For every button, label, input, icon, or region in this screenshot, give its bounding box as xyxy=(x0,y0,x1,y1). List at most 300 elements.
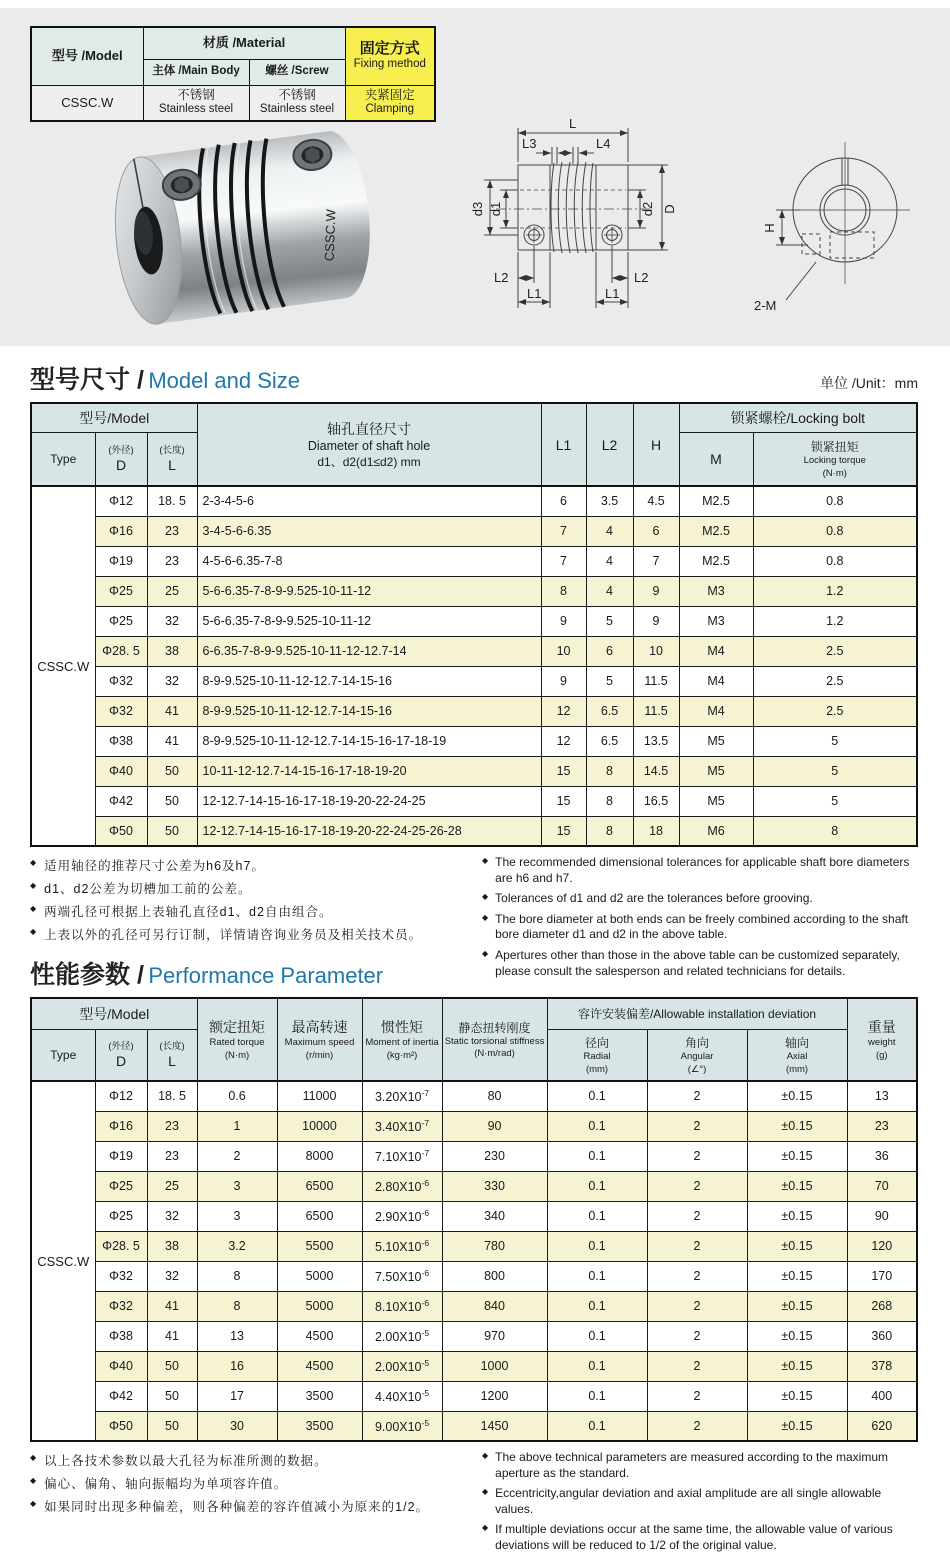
dim-label-H: H xyxy=(762,223,777,233)
table-cell: M5 xyxy=(679,756,753,786)
table-cell: 3 xyxy=(197,1201,277,1231)
table-cell: 10000 xyxy=(277,1111,362,1141)
table-cell: ±0.15 xyxy=(747,1351,847,1381)
note-item xyxy=(482,855,920,886)
table-cell: 12 xyxy=(541,696,586,726)
table-cell: 50 xyxy=(147,756,197,786)
table-row xyxy=(31,1171,917,1201)
note-text: The above technical parameters are measured according to the maximum aperture as the standard. xyxy=(495,1450,889,1480)
m-header: M xyxy=(679,433,753,487)
table-cell: 4500 xyxy=(277,1351,362,1381)
note-item xyxy=(482,1522,920,1553)
table-cell: 23 xyxy=(147,516,197,546)
table-row xyxy=(31,1231,917,1261)
table-row xyxy=(31,546,917,576)
table-cell: 400 xyxy=(847,1381,917,1411)
table-cell: 0.1 xyxy=(547,1201,647,1231)
unit-label: 单位 /Unit：mm xyxy=(820,375,918,391)
table-cell: 9 xyxy=(633,576,679,606)
dim-label-d3: d3 xyxy=(470,201,485,217)
table-cell: Φ40 xyxy=(95,756,147,786)
table-row xyxy=(31,786,917,816)
table-cell: 41 xyxy=(147,696,197,726)
perf-notes-zh xyxy=(30,1450,468,1519)
table-cell: 120 xyxy=(847,1231,917,1261)
type-cell: CSSC.W xyxy=(31,486,95,846)
table-cell: 2 xyxy=(647,1321,747,1351)
table-cell: 32 xyxy=(147,666,197,696)
note-text: The bore diameter at both ends can be freely combined according to the shaft bore diameter d1 and d2 in the above table. xyxy=(495,911,909,942)
table-cell: 2 xyxy=(647,1111,747,1141)
table-row xyxy=(31,606,917,636)
table-cell: Φ12 xyxy=(95,486,147,516)
table-cell: 10-11-12-12.7-14-15-16-17-18-19-20 xyxy=(197,756,541,786)
table-cell: 0.8 xyxy=(753,486,917,516)
table-cell: 2 xyxy=(197,1141,277,1171)
table-cell: 4.5 xyxy=(633,486,679,516)
table-row xyxy=(31,1351,917,1381)
diamond-bullet-icon: ◆ xyxy=(30,1476,38,1486)
table-cell: ±0.15 xyxy=(747,1231,847,1261)
table-cell: 620 xyxy=(847,1411,917,1441)
table-cell: M2.5 xyxy=(679,546,753,576)
table-cell: 5-6-6.35-7-8-9-9.525-10-11-12 xyxy=(197,606,541,636)
table-row xyxy=(31,1111,917,1141)
table-cell: 6 xyxy=(586,636,633,666)
axial-header: 轴向 Axial (mm) xyxy=(747,1030,847,1082)
table-row xyxy=(31,1201,917,1231)
table-cell: 0.1 xyxy=(547,1261,647,1291)
table-cell: 90 xyxy=(847,1201,917,1231)
table-cell: 41 xyxy=(147,1321,197,1351)
table-cell: 90 xyxy=(442,1111,547,1141)
table-cell: 0.6 xyxy=(197,1081,277,1111)
table-cell: 2 xyxy=(647,1291,747,1321)
table-cell: 8-9-9.525-10-11-12-12.7-14-15-16 xyxy=(197,696,541,726)
note-item xyxy=(482,912,920,943)
type-header: Type xyxy=(31,433,95,487)
table-cell: $2.90X10^{-6}$ xyxy=(362,1201,442,1231)
table-cell: 268 xyxy=(847,1291,917,1321)
inertia-header: 惯性矩 Moment of inertia (kg·m²) xyxy=(362,998,442,1081)
table-cell: 8 xyxy=(197,1291,277,1321)
note-item xyxy=(30,1473,468,1496)
main-body-en: Stainless steel xyxy=(158,103,234,116)
table-cell: 0.1 xyxy=(547,1351,647,1381)
table-cell: ±0.15 xyxy=(747,1141,847,1171)
table-cell: 230 xyxy=(442,1141,547,1171)
size-section-title xyxy=(30,360,300,396)
table-cell: 18. 5 xyxy=(147,486,197,516)
table-cell: 0.8 xyxy=(753,546,917,576)
table-cell: 50 xyxy=(147,816,197,846)
dim-label-L1-left: L1 xyxy=(527,286,542,301)
fixing-method-header-cell xyxy=(345,27,435,85)
table-row xyxy=(31,816,917,846)
table-cell: Φ50 xyxy=(95,1411,147,1441)
model-group-header: 型号/Model xyxy=(31,998,197,1030)
fixing-header-en: Fixing method xyxy=(353,58,426,71)
perf-title-en: Performance Parameter xyxy=(148,963,384,988)
note-item xyxy=(30,1450,468,1473)
table-cell: ±0.15 xyxy=(747,1291,847,1321)
table-cell: 16.5 xyxy=(633,786,679,816)
table-cell: M5 xyxy=(679,786,753,816)
note-text: The recommended dimensional tolerances for applicable shaft bore diameters are h6 and h7. xyxy=(495,855,910,885)
table-cell: M5 xyxy=(679,726,753,756)
size-title-zh: 型号尺寸 / xyxy=(30,366,144,394)
table-cell: 12-12.7-14-15-16-17-18-19-20-22-24-25-26-28 xyxy=(197,816,541,846)
note-text: 上表以外的孔径可另行订制，详情请咨询业务员及相关技术员。 xyxy=(44,928,423,943)
table-cell: 4 xyxy=(586,546,633,576)
diamond-bullet-icon: ◆ xyxy=(482,892,489,902)
size-title-en: Model and Size xyxy=(148,368,301,393)
table-cell: 8 xyxy=(586,816,633,846)
l2-header: L2 xyxy=(586,403,633,486)
table-cell: 5 xyxy=(753,786,917,816)
table-cell: 1.2 xyxy=(753,606,917,636)
table-cell: 2 xyxy=(647,1231,747,1261)
deviation-group-header: 容许安装偏差/Allowable installation deviation xyxy=(547,998,847,1030)
table-cell: 6 xyxy=(633,516,679,546)
table-cell: 70 xyxy=(847,1171,917,1201)
table-cell: Φ50 xyxy=(95,816,147,846)
table-cell: 2.5 xyxy=(753,666,917,696)
dim-label-L2-right: L2 xyxy=(634,270,649,285)
diamond-bullet-icon: ◆ xyxy=(482,948,489,958)
table-cell: 9 xyxy=(633,606,679,636)
table-cell: 1200 xyxy=(442,1381,547,1411)
table-cell: 340 xyxy=(442,1201,547,1231)
table-cell: 2 xyxy=(647,1201,747,1231)
dim-label-L: L xyxy=(569,116,577,131)
dim-label-d2: d2 xyxy=(640,201,655,217)
table-cell: 6.5 xyxy=(586,696,633,726)
l-header: (长度) L xyxy=(147,433,197,487)
engraved-marking: CSSC.W xyxy=(321,208,339,262)
table-cell: 2 xyxy=(647,1141,747,1171)
diamond-bullet-icon: ◆ xyxy=(30,1453,38,1462)
table-row xyxy=(31,516,917,546)
table-cell: 6-6.35-7-8-9-9.525-10-11-12-12.7-14 xyxy=(197,636,541,666)
table-cell: 3500 xyxy=(277,1411,362,1441)
table-cell: 9 xyxy=(541,606,586,636)
table-cell: 30 xyxy=(197,1411,277,1441)
table-cell: ±0.15 xyxy=(747,1381,847,1411)
note-item xyxy=(30,878,468,901)
table-row xyxy=(31,756,917,786)
main-body-header-cell: 主体 /Main Body xyxy=(143,59,249,85)
table-cell: 50 xyxy=(147,1381,197,1411)
table-cell: M6 xyxy=(679,816,753,846)
screw-zh: 不锈钢 xyxy=(278,88,316,103)
table-cell: 0.1 xyxy=(547,1111,647,1141)
table-cell: 330 xyxy=(442,1171,547,1201)
table-cell: 2.5 xyxy=(753,696,917,726)
table-cell: 8 xyxy=(586,756,633,786)
table-cell: ±0.15 xyxy=(747,1321,847,1351)
table-cell: Φ38 xyxy=(95,726,147,756)
table-cell: 360 xyxy=(847,1321,917,1351)
note-text: 如果同时出现多种偏差，则各种偏差的容许值减小为原来的1/2。 xyxy=(44,1500,430,1515)
table-cell: Φ25 xyxy=(95,1201,147,1231)
table-cell: Φ25 xyxy=(95,1171,147,1201)
table-cell: 5000 xyxy=(277,1261,362,1291)
dim-label-D: D xyxy=(662,204,677,214)
table-cell: Φ25 xyxy=(95,606,147,636)
radial-header: 径向 Radial (mm) xyxy=(547,1030,647,1082)
table-cell: $9.00X10^{-5}$ xyxy=(362,1411,442,1441)
table-cell: 36 xyxy=(847,1141,917,1171)
table-cell: 2 xyxy=(647,1351,747,1381)
diamond-bullet-icon: ◆ xyxy=(30,858,38,867)
table-cell: 12 xyxy=(541,726,586,756)
main-body-zh: 不锈钢 xyxy=(177,88,215,103)
table-cell: 0.1 xyxy=(547,1291,647,1321)
table-cell: 6500 xyxy=(277,1171,362,1201)
table-cell: 970 xyxy=(442,1321,547,1351)
table-row xyxy=(31,1321,917,1351)
weight-header: 重量 weight (g) xyxy=(847,998,917,1081)
table-cell: 5 xyxy=(753,756,917,786)
diamond-bullet-icon: ◆ xyxy=(30,904,38,914)
table-cell: 32 xyxy=(147,1261,197,1291)
table-cell: 32 xyxy=(147,1201,197,1231)
table-cell: 4 xyxy=(586,516,633,546)
table-cell: 2 xyxy=(647,1261,747,1291)
table-cell: 1.2 xyxy=(753,576,917,606)
table-cell: $8.10X10^{-6}$ xyxy=(362,1291,442,1321)
table-cell: Φ12 xyxy=(95,1081,147,1111)
table-cell: 25 xyxy=(147,1171,197,1201)
angular-header: 角向 Angular (∠°) xyxy=(647,1030,747,1082)
table-cell: ±0.15 xyxy=(747,1171,847,1201)
diamond-bullet-icon: ◆ xyxy=(30,881,38,891)
d-header: (外径) D xyxy=(95,433,147,487)
table-cell: 8000 xyxy=(277,1141,362,1171)
diameter-header: 轴孔直径尺寸 Diameter of shaft hole d1、d2(d1≤d2) mm xyxy=(197,403,541,486)
table-row xyxy=(31,1411,917,1441)
fixing-en: Clamping xyxy=(365,103,415,116)
table-cell: M3 xyxy=(679,576,753,606)
table-cell: 25 xyxy=(147,576,197,606)
table-cell: 4500 xyxy=(277,1321,362,1351)
table-cell: 5-6-6.35-7-8-9-9.525-10-11-12 xyxy=(197,576,541,606)
table-cell: 5 xyxy=(586,666,633,696)
table-cell: Φ42 xyxy=(95,1381,147,1411)
dim-label-L4: L4 xyxy=(596,136,611,151)
table-cell: 378 xyxy=(847,1351,917,1381)
table-cell: ±0.15 xyxy=(747,1261,847,1291)
note-text: 两端孔径可根据上表轴孔直径d1、d2自由组合。 xyxy=(44,905,333,920)
note-text: 以上各技术参数以最大孔径为标准所测的数据。 xyxy=(44,1454,328,1468)
table-cell: M4 xyxy=(679,636,753,666)
table-cell: 15 xyxy=(541,756,586,786)
fixing-header-zh: 固定方式 xyxy=(359,40,420,58)
h-header: H xyxy=(633,403,679,486)
table-cell: 13 xyxy=(197,1321,277,1351)
table-cell: 8 xyxy=(753,816,917,846)
table-cell: 11.5 xyxy=(633,696,679,726)
table-cell: 3.5 xyxy=(586,486,633,516)
spec-table xyxy=(30,26,436,122)
note-item xyxy=(482,1450,920,1481)
table-cell: Φ19 xyxy=(95,1141,147,1171)
size-notes-zh xyxy=(30,855,468,948)
type-header: Type xyxy=(31,1030,95,1082)
table-cell: 8 xyxy=(541,576,586,606)
note-text: Tolerances of d1 and d2 are the tolerances before grooving. xyxy=(495,891,813,906)
table-cell: 7 xyxy=(541,516,586,546)
table-cell: $2.00X10^{-5}$ xyxy=(362,1351,442,1381)
size-section-header xyxy=(30,346,918,396)
model-group-header: 型号/Model xyxy=(31,403,197,433)
table-cell: 13 xyxy=(847,1081,917,1111)
model-header-cell: 型号 /Model xyxy=(31,27,143,85)
note-item xyxy=(482,1486,920,1517)
table-cell: 12-12.7-14-15-16-17-18-19-20-22-24-25 xyxy=(197,786,541,816)
table-cell: $7.10X10^{-7}$ xyxy=(362,1141,442,1171)
note-text: Apertures other than those in the above table can be customized separately, please consult the salesperson and related technicians for details. xyxy=(495,947,900,978)
note-item xyxy=(30,855,468,878)
table-cell: 2.5 xyxy=(753,636,917,666)
table-cell: 2 xyxy=(647,1411,747,1441)
table-cell: 2 xyxy=(647,1171,747,1201)
material-header-cell: 材质 /Material xyxy=(143,27,345,59)
table-cell: $2.00X10^{-5}$ xyxy=(362,1321,442,1351)
table-cell: 23 xyxy=(147,1111,197,1141)
diamond-bullet-icon: ◆ xyxy=(30,1499,38,1509)
table-cell: 8-9-9.525-10-11-12-12.7-14-15-16 xyxy=(197,666,541,696)
table-cell: 23 xyxy=(147,1141,197,1171)
table-cell: 80 xyxy=(442,1081,547,1111)
table-cell: 0.8 xyxy=(753,516,917,546)
diamond-bullet-icon: ◆ xyxy=(30,927,38,937)
locking-bolt-group-header: 锁紧螺栓/Locking bolt xyxy=(679,403,917,433)
table-cell: 1450 xyxy=(442,1411,547,1441)
diamond-bullet-icon: ◆ xyxy=(482,912,489,922)
table-cell: M2.5 xyxy=(679,516,753,546)
table-cell: 17 xyxy=(197,1381,277,1411)
max-speed-header: 最高转速 Maximum speed (r/min) xyxy=(277,998,362,1081)
diamond-bullet-icon: ◆ xyxy=(482,856,489,865)
screw-header-cell: 螺丝 /Screw xyxy=(249,59,345,85)
l1-header: L1 xyxy=(541,403,586,486)
perf-section-title xyxy=(30,955,383,991)
table-cell: 13.5 xyxy=(633,726,679,756)
table-row xyxy=(31,726,917,756)
table-cell: 50 xyxy=(147,786,197,816)
size-table xyxy=(30,402,918,847)
table-row xyxy=(31,1381,917,1411)
table-cell: 38 xyxy=(147,636,197,666)
table-cell: 18 xyxy=(633,816,679,846)
perf-section-header xyxy=(30,945,918,991)
note-text: If multiple deviations occur at the same time, the allowable value of various deviations will be reduced to 1/2 of the original value. xyxy=(495,1522,893,1552)
table-cell: 2 xyxy=(647,1081,747,1111)
table-cell: 0.1 xyxy=(547,1381,647,1411)
note-item xyxy=(482,891,920,907)
table-cell: 50 xyxy=(147,1411,197,1441)
perf-title-zh: 性能参数 / xyxy=(30,961,144,989)
table-cell: 6 xyxy=(541,486,586,516)
table-cell: 5000 xyxy=(277,1291,362,1321)
stiffness-header: 静态扭转刚度 Static torsional stiffness (N·m/rad) xyxy=(442,998,547,1081)
table-cell: 6500 xyxy=(277,1201,362,1231)
table-cell: 15 xyxy=(541,786,586,816)
table-cell: 170 xyxy=(847,1261,917,1291)
table-cell: 7 xyxy=(541,546,586,576)
table-cell: 11.5 xyxy=(633,666,679,696)
perf-notes xyxy=(30,1450,920,1559)
table-cell: 41 xyxy=(147,1291,197,1321)
table-cell: 3.2 xyxy=(197,1231,277,1261)
dim-label-L1-right: L1 xyxy=(605,286,620,301)
table-cell: M3 xyxy=(679,606,753,636)
table-cell: 8 xyxy=(586,786,633,816)
table-cell: 6.5 xyxy=(586,726,633,756)
table-row xyxy=(31,696,917,726)
dim-label-2M: 2-M xyxy=(754,298,777,313)
table-cell: 0.1 xyxy=(547,1081,647,1111)
table-row xyxy=(31,1291,917,1321)
table-cell: 3 xyxy=(197,1171,277,1201)
table-cell: M2.5 xyxy=(679,486,753,516)
fixing-zh: 夹紧固定 xyxy=(364,88,415,103)
table-row xyxy=(31,486,917,516)
table-cell: 0.1 xyxy=(547,1141,647,1171)
d-header: (外径) D xyxy=(95,1030,147,1082)
table-cell: 780 xyxy=(442,1231,547,1261)
table-cell: 0.1 xyxy=(547,1321,647,1351)
table-cell: 2-3-4-5-6 xyxy=(197,486,541,516)
table-cell: Φ32 xyxy=(95,1291,147,1321)
table-row xyxy=(31,576,917,606)
diamond-bullet-icon: ◆ xyxy=(482,1487,489,1497)
table-cell: ±0.15 xyxy=(747,1411,847,1441)
table-cell: 1000 xyxy=(442,1351,547,1381)
table-row xyxy=(31,1081,917,1111)
table-cell: 10 xyxy=(541,636,586,666)
table-cell: M4 xyxy=(679,666,753,696)
table-cell: 5500 xyxy=(277,1231,362,1261)
size-notes-en xyxy=(482,855,920,978)
table-cell: $4.40X10^{-5}$ xyxy=(362,1381,442,1411)
note-text: d1、d2公差为切槽加工前的公差。 xyxy=(44,882,252,897)
table-cell: 840 xyxy=(442,1291,547,1321)
front-view-drawing xyxy=(430,112,730,344)
table-cell: Φ16 xyxy=(95,516,147,546)
dim-label-L3: L3 xyxy=(522,136,537,151)
table-cell: $7.50X10^{-6}$ xyxy=(362,1261,442,1291)
table-cell: ±0.15 xyxy=(747,1201,847,1231)
table-cell: Φ40 xyxy=(95,1351,147,1381)
table-cell: 16 xyxy=(197,1351,277,1381)
note-text: 偏心、偏角、轴向振幅均为单项容许值。 xyxy=(44,1477,288,1492)
l-header: (长度) L xyxy=(147,1030,197,1082)
table-row xyxy=(31,666,917,696)
table-cell: Φ25 xyxy=(95,576,147,606)
table-cell: 800 xyxy=(442,1261,547,1291)
note-text: Eccentricity,angular deviation and axial amplitude are all single allowable values. xyxy=(495,1486,882,1516)
table-cell: 8-9-9.525-10-11-12-12.7-14-15-16-17-18-19 xyxy=(197,726,541,756)
table-cell: Φ32 xyxy=(95,1261,147,1291)
table-cell: 14.5 xyxy=(633,756,679,786)
screw-en: Stainless steel xyxy=(259,103,335,116)
table-cell: 8 xyxy=(197,1261,277,1291)
side-view-drawing xyxy=(742,112,942,344)
table-cell: 38 xyxy=(147,1231,197,1261)
